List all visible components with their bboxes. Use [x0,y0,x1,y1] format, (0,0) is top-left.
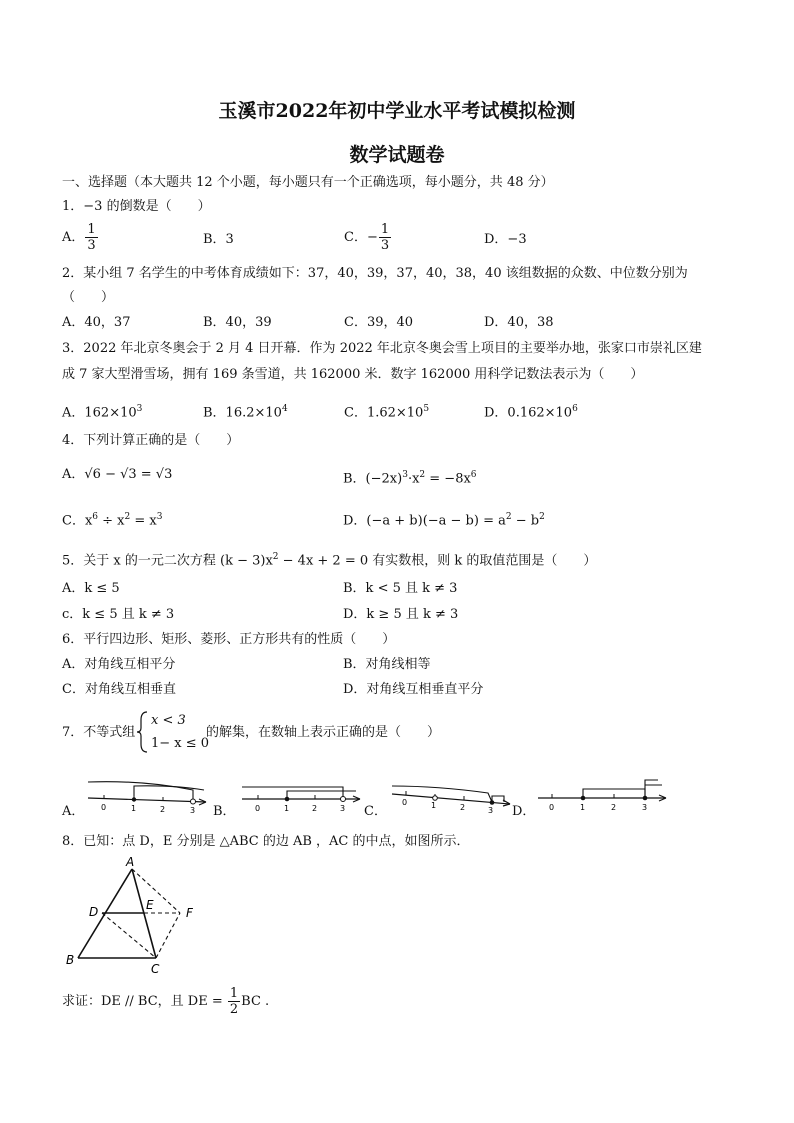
q7-option-c-label: C． [364,804,387,819]
q5-option-d: D．k ≥ 5 且 k ≠ 3 [343,607,459,622]
q4-option-a: A．√6 − √3 = √3 [62,467,173,482]
q7-stem-post: 的解集，在数轴上表示正确的是（ ） [206,725,441,740]
q5-option-c: c．k ≤ 5 且 k ≠ 3 [62,607,175,622]
q6-option-b: B．对角线相等 [343,657,431,672]
q7-b-tick-3: 3 [340,804,346,813]
q8-stem: 8．已知：点 D，E 分别是 △ABC 的边 AB ，AC 的中点，如图所示． [62,834,470,849]
q6-option-d: D．对角线互相垂直平分 [343,682,484,697]
q1-option-c: C．− $\frac{1}{3}$ [344,222,390,253]
q3-stem: 3．2022 年北京冬奥会于 2 月 4 日开幕．作为 2022 年北京冬奥会雪上项目的主要举办地，张家口市崇礼区建 [62,341,702,356]
q7-b-tick-1: 1 [284,804,290,813]
q7-c-tick-3: 3 [488,806,494,815]
q7-b-tick-2: 2 [312,804,318,813]
q7-option-a-numberline [84,772,214,818]
q8-label-f: F [186,906,193,920]
q1-option-d: D．−3 [484,232,527,247]
q7-d-tick-0: 0 [549,803,555,812]
q8-label-b: B [66,953,75,967]
q2-option-c: C．39，40 [344,315,414,330]
q8-proof-statement: 求证：DE // BC，且 DE = $\frac{1}{2}$ BC . [62,986,270,1017]
q3-stem-cont: 成 7 家大型滑雪场，拥有 169 条雪道，共 162000 米．数字 162000 用科学记数法表示为（ ） [62,367,644,382]
q5-stem: 5．关于 x 的一元二次方程 $(k - 3)x^2 - 4x + 2 = 0$ 有实数根，则 k 的取值范围是（ ） [62,552,597,569]
q4-option-b: B．$(-2x)^3\cdot x^2 = -8x^6$ [343,470,477,487]
q8-label-d: D [89,905,99,919]
q2-option-d: D．40，38 [484,315,554,330]
q7-option-d-label: D． [512,804,536,819]
q7-a-tick-1: 1 [131,804,137,813]
q7-stem-pre: 7．不等式组 [62,725,136,740]
q7-d-tick-2: 2 [611,803,617,812]
q7-a-tick-3: 3 [190,806,196,815]
q1-option-a: A． $\frac{1}{3}$ [62,222,96,253]
q2-stem: 2．某小组 7 名学生的中考体育成绩如下：37，40，39，37，40，38，40 该组数据的众数、中位数分别为 [62,266,688,281]
page-subtitle: 数学试题卷 [349,144,445,166]
q4-option-c: C．$x^6 \div x^2 = x^3$ [62,512,163,529]
q8-triangle-figure [62,855,210,980]
q6-stem: 6．平行四边形、矩形、菱形、正方形共有的性质（ ） [62,632,396,647]
q8-label-e: E [146,898,154,912]
q7-option-b-numberline [238,778,366,818]
q7-system-row1: x < 3 [151,713,186,728]
q7-option-d-numberline [534,772,670,816]
q7-option-c-numberline [388,774,516,818]
q1-stem: 1．−3 的倒数是（ ） [62,199,211,214]
q7-option-b-label: B． [213,804,236,819]
q7-d-tick-3: 3 [642,803,648,812]
q2-option-b: B．40，39 [203,315,272,330]
q4-option-d: D．$(-a + b)(-a - b) = a^2 - b^2$ [343,512,545,529]
q7-a-tick-0: 0 [101,803,107,812]
q7-c-tick-2: 2 [460,803,466,812]
q3-option-d: D．$0.162\times 10^6$ [484,404,578,421]
q7-c-tick-0: 0 [402,798,408,807]
q3-option-a: A．$162\times 10^3$ [62,404,143,421]
q3-option-c: C．$1.62\times 10^5$ [344,404,430,421]
q7-a-tick-2: 2 [160,805,166,814]
q7-d-tick-1: 1 [580,803,586,812]
page-title: 玉溪市2022年初中学业水平考试模拟检测 [218,100,576,122]
q2-option-a: A．40，37 [62,315,131,330]
q2-stem-cont: （ ） [62,290,115,305]
q7-option-a-label: A． [62,804,85,819]
q5-option-a: A．k ≤ 5 [62,581,120,596]
q5-option-b: B．k < 5 且 k ≠ 3 [343,581,458,596]
q1-option-b: B．3 [203,232,234,247]
q6-option-a: A．对角线互相平分 [62,657,176,672]
q7-b-tick-0: 0 [255,804,261,813]
q3-option-b: B．$16.2\times 10^4$ [203,404,288,421]
q7-brace [136,710,150,754]
q7-system-row2: 1− x ≤ 0 [151,736,210,751]
q6-option-c: C．对角线互相垂直 [62,682,176,697]
q7-c-tick-1: 1 [431,801,437,810]
q4-stem: 4．下列计算正确的是（ ） [62,433,240,448]
section-heading: 一、选择题（本大题共 12 个小题，每小题只有一个正确选项，每小题分，共 48 分） [62,175,554,190]
q8-label-c: C [151,962,160,976]
q8-label-a: A [126,855,135,869]
